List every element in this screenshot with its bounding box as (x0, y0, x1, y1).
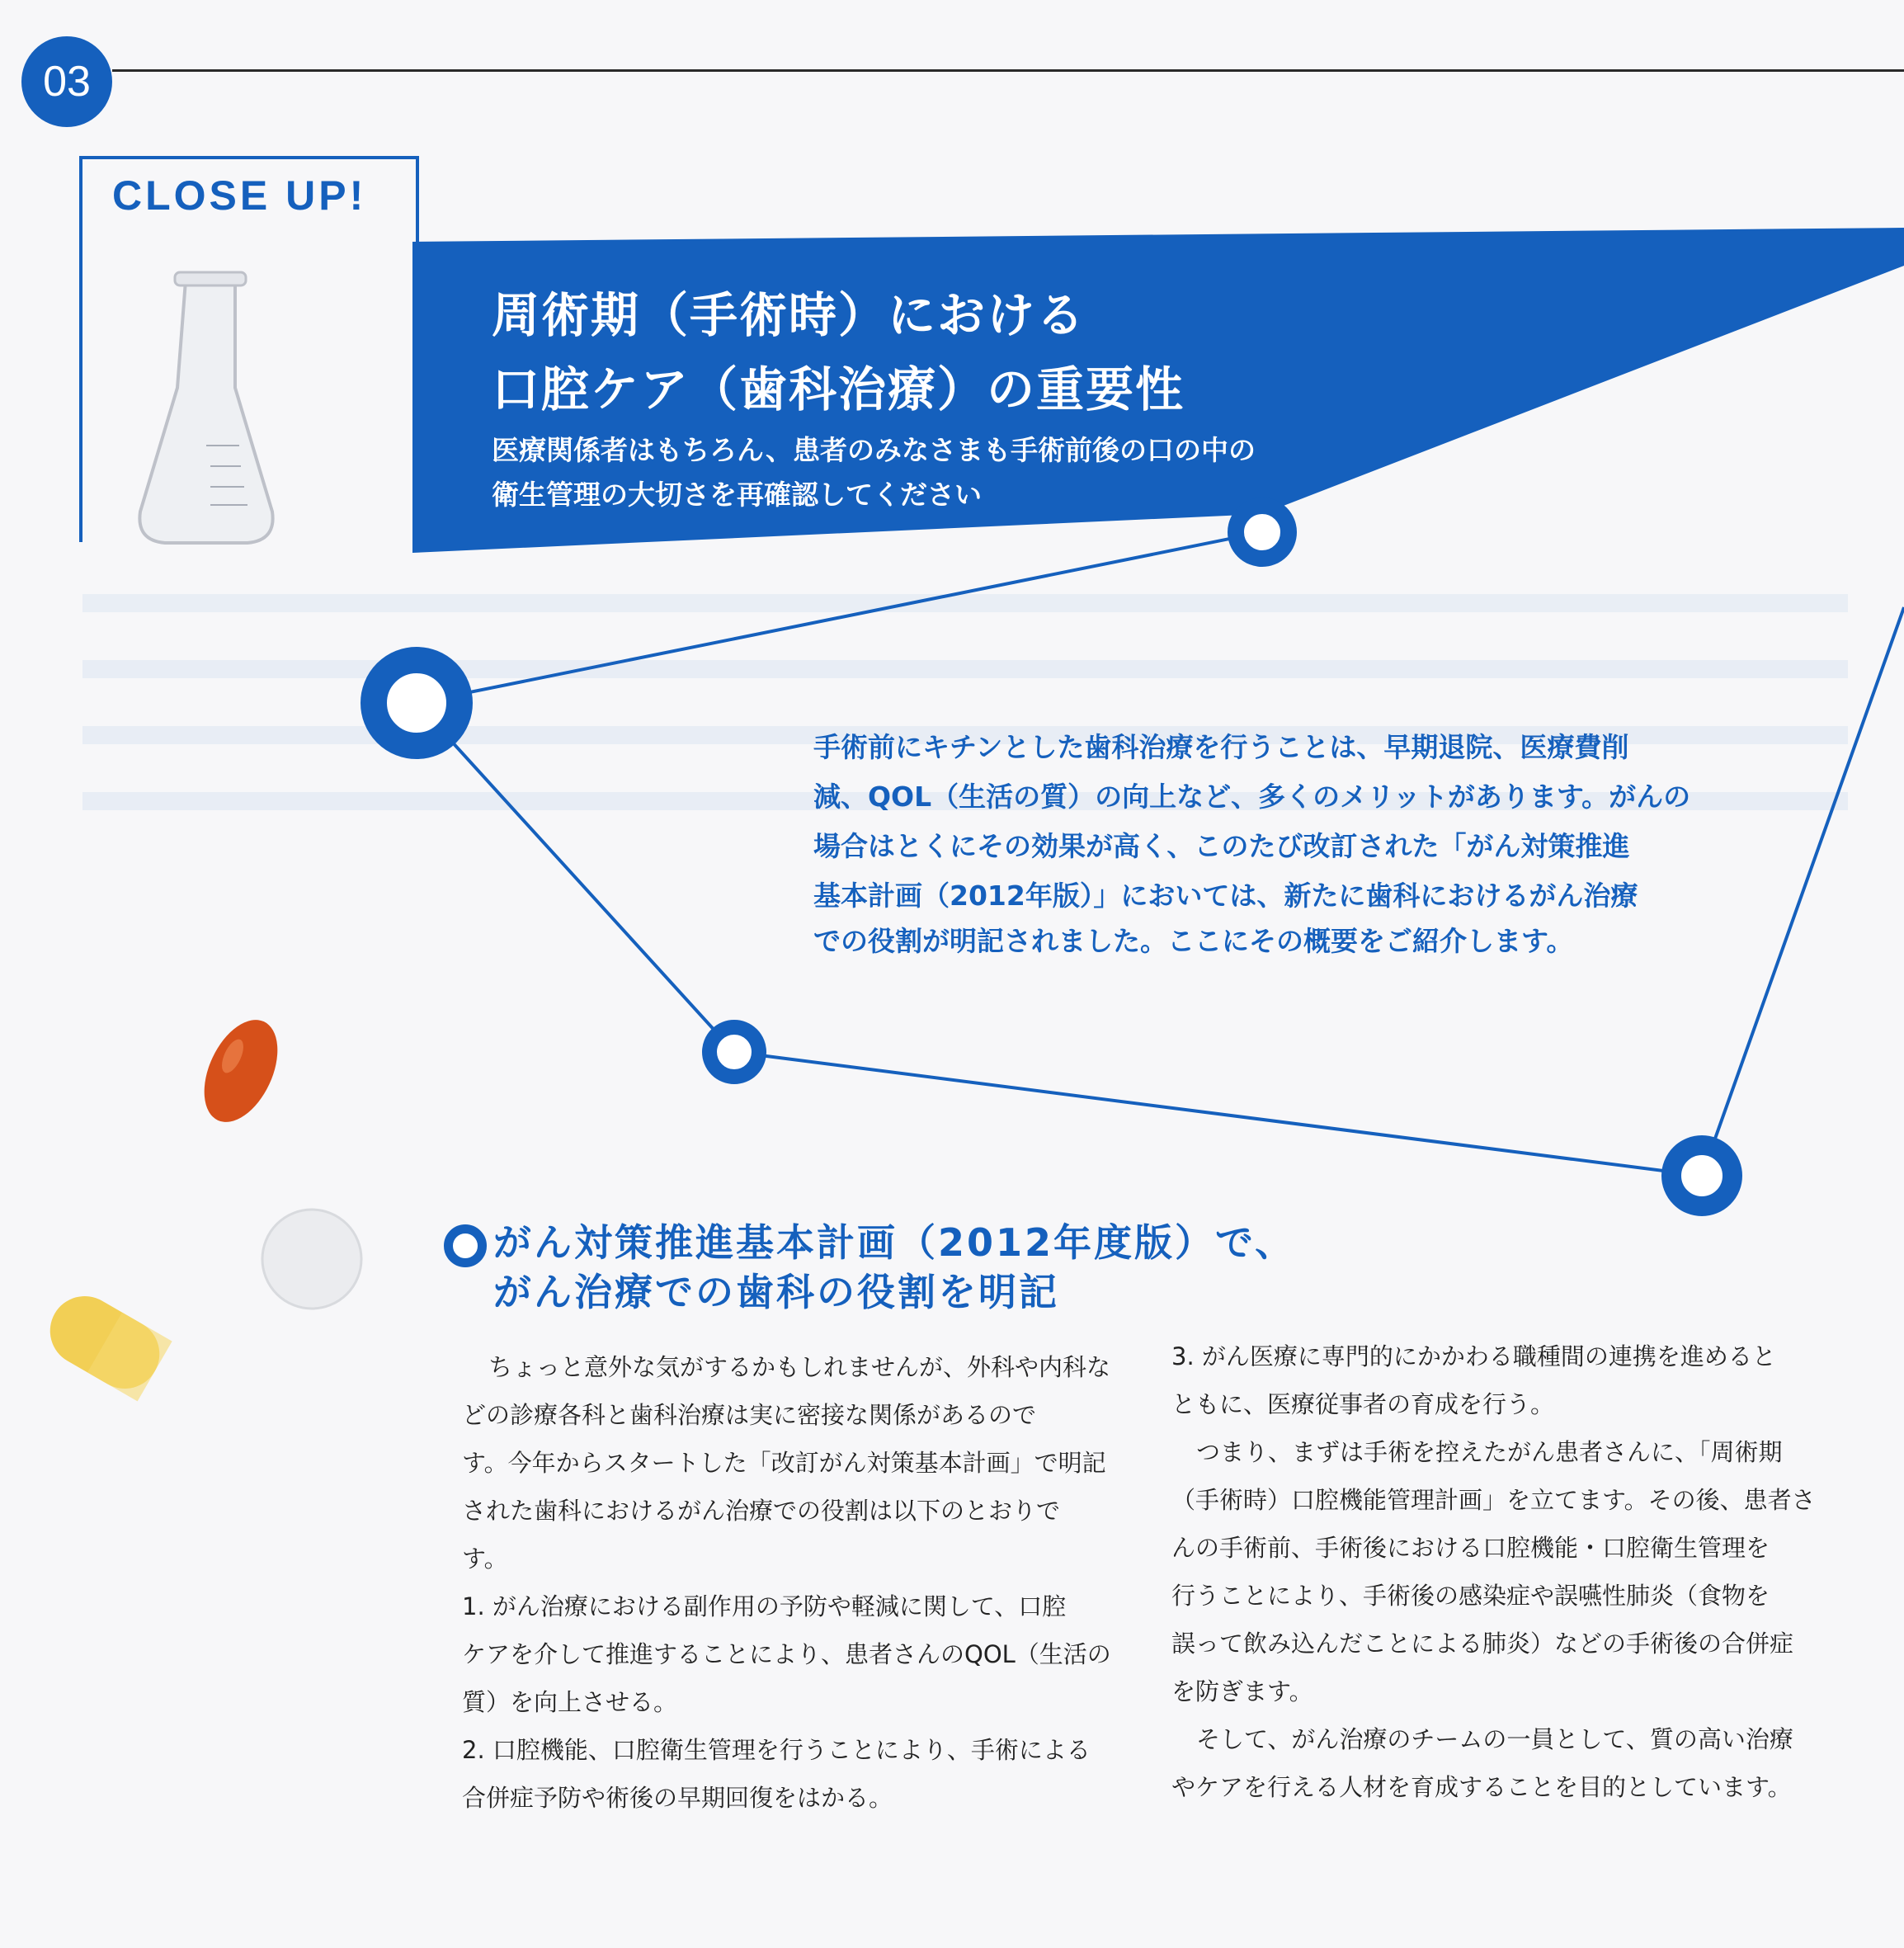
body-left-line: された歯科におけるがん治療での役割は以下のとおりで (462, 1497, 1061, 1525)
banner-subtitle-line-1: 医療関係者はもちろん、患者のみなさまも手術前後の口の中の (492, 434, 1256, 466)
body-left-line: ケアを介して推進することにより、患者さんのQOL（生活の (462, 1640, 1111, 1668)
lead-line: 減、QOL（生活の質）の向上など、多くのメリットがあります。がんの (813, 781, 1691, 813)
lead-line: 基本計画（2012年版）」においては、新たに歯科におけるがん治療 (813, 880, 1638, 912)
yellow-capsule-image (37, 1284, 172, 1402)
body-left-line: どの診療各科と歯科治療は実に密接な関係があるので (462, 1401, 1037, 1429)
body-left-line: す。今年からスタートした「改訂がん対策基本計画」で明記 (462, 1449, 1106, 1477)
orange-capsule-image (190, 1008, 293, 1134)
body-left-line: 2. 口腔機能、口腔衛生管理を行うことにより、手術による (462, 1736, 1091, 1764)
body-right-line: そして、がん治療のチームの一員として、質の高い治療 (1196, 1725, 1793, 1753)
lead-line: 場合はとくにその効果が高く、このたび改訂された「がん対策推進 (813, 830, 1630, 862)
body-left-line: す。 (462, 1545, 508, 1573)
body-right-line: んの手術前、手術後における口腔機能・口腔衛生管理を (1171, 1534, 1770, 1562)
body-right-line: （手術時）口腔機能管理計画」を立てます。その後、患者さ (1171, 1486, 1816, 1514)
page-number-badge: 03 (21, 36, 112, 127)
body-right-line: つまり、まずは手術を控えたがん患者さんに、「周術期 (1196, 1438, 1783, 1466)
node-left (374, 660, 460, 746)
body-left-line: 1. がん治療における副作用の予防や軽減に関して、口腔 (462, 1592, 1067, 1620)
body-right-line: ともに、医療従事者の育成を行う。 (1171, 1390, 1555, 1418)
banner-title-line-1: 周術期（手術時）における (492, 287, 1086, 343)
lead-line: 手術前にキチンとした歯科治療を行うことは、早期退院、医療費削 (813, 731, 1629, 763)
node-top (1236, 506, 1289, 559)
body-right-line: 行うことにより、手術後の感染症や誤嚥性肺炎（食物を (1171, 1582, 1770, 1610)
section-bullet-icon (444, 1224, 487, 1267)
closeup-label: CLOSE UP! (112, 172, 367, 219)
body-left-line: 合併症予防や術後の早期回復をはかる。 (462, 1784, 893, 1812)
body-right-line: 3. がん医療に専門的にかかわる職種間の連携を進めると (1171, 1342, 1776, 1370)
white-tablet-image (262, 1210, 361, 1309)
body-right-line: を防ぎます。 (1171, 1677, 1313, 1705)
banner-subtitle-line-2: 衛生管理の大切さを再確認してください (492, 479, 982, 511)
node-right (1671, 1145, 1732, 1206)
lead-line: での役割が明記されました。ここにその概要をご紹介します。 (813, 925, 1574, 957)
body-left-line: ちょっと意外な気がするかもしれませんが、外科や内科な (488, 1353, 1111, 1381)
section-title-line-1: がん対策推進基本計画（2012年度版）で、 (493, 1220, 1296, 1265)
body-right-line: やケアを行える人材を育成することを目的としています。 (1171, 1773, 1792, 1801)
header-rule (112, 69, 1904, 72)
body-right-line: 誤って飲み込んだことによる肺炎）などの手術後の合併症 (1171, 1630, 1794, 1658)
node-middle (709, 1027, 759, 1077)
section-title-line-2: がん治療での歯科の役割を明記 (493, 1270, 1059, 1314)
banner-title-line-2: 口腔ケア（歯科治療）の重要性 (492, 361, 1185, 417)
body-left-line: 質）を向上させる。 (462, 1688, 678, 1716)
